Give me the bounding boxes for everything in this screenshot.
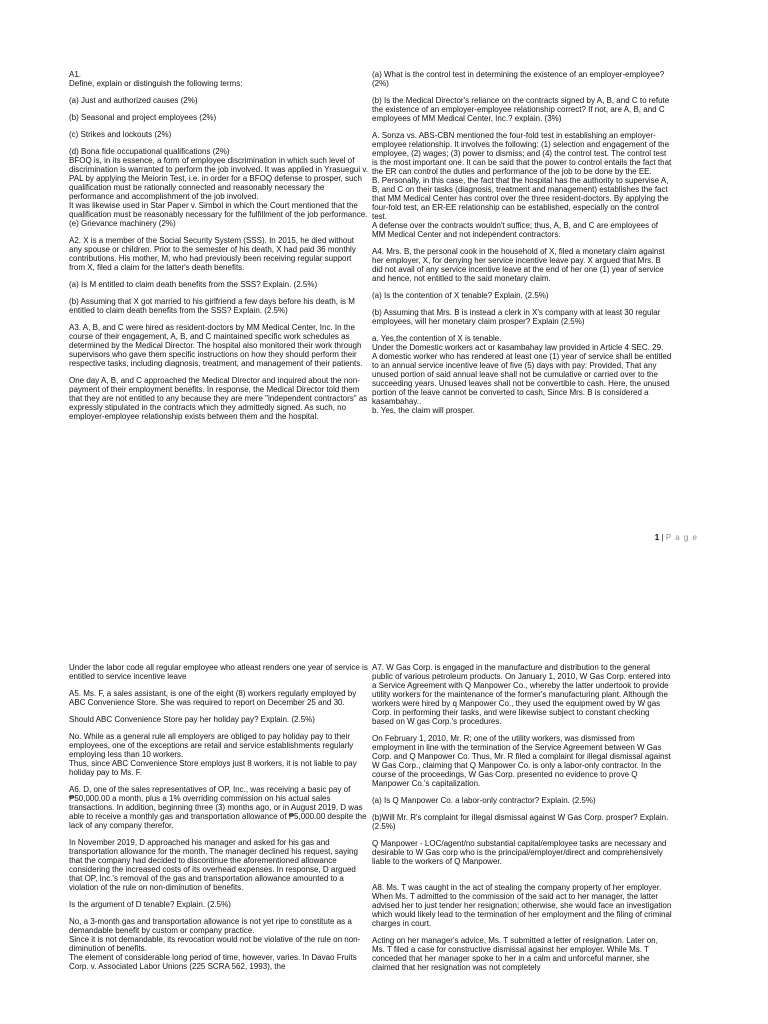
page-1-left-paragraph: A2. X is a member of the Social Security System (SSS). In 2015, he died without any spouse or children. Prior to the semester of his death, X had paid 36 monthly contributions. His mother, M, who had previously been receiving regular support from X, filed a claim for the latter's death benefits. — [69, 236, 356, 272]
page-1-right-paragraph: (a) What is the control test in determining the existence of an employer-employee? (2%) — [372, 70, 665, 88]
page-1-right-paragraph: (b) Assuming that Mrs. B is instead a clerk in X's company with at least 30 regular employees, will her monetary claim prosper? Explain (2.5%) — [372, 308, 661, 326]
page-1-left-paragraph: (b) Seasonal and project employees (2%) — [69, 113, 217, 122]
document-page-2 — [0, 560, 768, 1024]
page-2-left-paragraph: In November 2019, D approached his manager and asked for his gas and transportation allowance for the month. The manager declined his request, saying that the company had decided to discontinue the aforementioned allowance considering the increased costs of its overhead expenses. In response, D argued that OP, Inc.'s removal of the gas and transportation allowance amounted to a violation of the rule on non-diminution of benefits. — [69, 838, 358, 892]
page-number-separator: | — [661, 533, 664, 542]
page-2-left-paragraph: A5. Ms. F, a sales assistant, is one of the eight (8) workers regularly employed by ABC Convenience Store. She was required to report on December 25 and 30. — [69, 689, 357, 707]
page-1-left-paragraph: (a) Is M entitled to claim death benefits from the SSS? Explain. (2.5%) — [69, 280, 318, 289]
page-2-left-paragraph: Is the argument of D tenable? Explain. (2.5%) — [69, 900, 231, 909]
page-number: 1 — [654, 533, 660, 542]
page-2-right-column — [372, 663, 672, 980]
page-1-right-column — [372, 70, 672, 423]
page-1-left-paragraph: A3. A, B, and C were hired as resident-doctors by MM Medical Center, Inc. In the course of their engagement, A, B, and C maintained specific work schedules as determined by the Medical Director. The hospital also monitored their work through supervisors who gave them specific instructions on how they should perform their respective tasks, including diagnosis, treatment, and management of their patients. — [69, 323, 363, 368]
page-1-right-paragraph: a. Yes,the contention of X is tenable. Under the Domestic workers act or kasambahay law provided in Article 4 SEC. 29. A domestic worker who has rendered at least one (1) year of service shall be entitled to an annual service incentive leave of five (5) days with pay: Provided, That any unused portion of said annual leave shall not be cumulative or carried over to the succeeding years. Unused leaves shall not be convertible to cash. Here, the unused portion of the leave cannot be converted to cash, Since Mrs. B is considered a kasambahay.. b. Yes, the claim will prosper. — [372, 334, 672, 415]
page-1-right-paragraph: (a) Is the contention of X tenable? Explain. (2.5%) — [372, 291, 549, 300]
page-2-left-paragraph: Under the labor code all regular employee who atleast renders one year of service is entitled to service incentive leave — [69, 663, 368, 681]
page-1-right-paragraph: A. Sonza vs. ABS-CBN mentioned the four-fold test in establishing an employer-employee relationship. It involves the following: (1) selection and engagement of the employee, (2) wages; (3) power to dismiss; and (4) the control test. The control test is the most important one. It can be said that the power to control entails the fact that the ER can control the duties and performance of the job to be done by the EE. B. Personally, in this case, the fact that the hospital has the authority to supervise A, B, and C on their tasks (diagnosis, treatment and management) establishes the fact that MM Medical Center has control over the three resident-doctors. By applying the four-fold test, an ER-EE relationship can be established, especially on the control test. A defense over the contracts wouldn't suffice; thus, A, B, and C are employees of MM Medical Center and not independent contractors. — [372, 131, 672, 239]
page-1-left-paragraph: (d) Bona fide occupational qualifications (2%) BFOQ is, in its essence, a form of employee discrimination in which such level of discrimination is warranted to perform the job involved. It was applied in Yrasuegui v. PAL by applying the Meiorin Test, i.e. in order for a BFOQ defense to prosper, such qualification must be rationally connected and reasonably necessary the performance and accomplishment of the job involved. It was likewise used in Star Paper v. Simbol in which the Court mentioned that the qualification must be reasonably necessary for the fulfillment of the job performance. (e) Grievance machinery (2%) — [69, 147, 368, 228]
page-2-right-paragraph: On February 1, 2010, Mr. R; one of the utility workers, was dismissed from employment in line with the termination of the Service Agreement between W Gas Corp. and Q Manpower Co. Thus, Mr. R filed a complaint for illegal dismissal against W Gas Corp., claiming that Q Manpower Co. is only a labor-only contractor. In the course of the proceedings, W Gas Corp. presented no evidence to prove Q Manpower Co.'s capitalization. — [372, 734, 671, 788]
page-2-right-paragraph: A8. Ms. T was caught in the act of stealing the company property of her employer. When Ms. T admitted to the commission of the said act to her manager, the latter advised her to just tender her resignation; otherwise, she would face an investigation which would likely lead to the termination of her employment and the filing of criminal charges in court. — [372, 883, 672, 928]
page-2-left-paragraph: A6. D, one of the sales representatives of OP, Inc., was receiving a basic pay of ₱50,000.00 a month, plus a 1% overriding commission on his actual sales transactions. In addition, beginning three (3) months ago, or in August 2019, D was able to receive a monthly gas and transportation allowance of ₱5,000.00 despite the lack of any company therefor. — [69, 785, 367, 830]
page-1-right-paragraph: (b) Is the Medical Director's reliance on the contracts signed by A, B, and C to refute the existence of an employer-employee relationship correct? If not, are A, B, and C employees of MM Medical Center, Inc.? explain. (3%) — [372, 96, 670, 123]
page-2-left-paragraph: No. While as a general rule all employers are obliged to pay holiday pay to their employees, one of the exceptions are retail and service establishments regularly employing less than 10 workers. Thus, since ABC Convenience Store employs just 8 workers, it is not liable to pay holiday pay to Ms. F. — [69, 732, 357, 777]
page-2-right-paragraph: Q Manpower - LOC/agent/no substantial capital/employee tasks are necessary and desirable to W Gas corp who is the principal/employer/direct and comprehensively liable to the workers of Q Manpower. — [372, 839, 667, 866]
page-2-right-paragraph: A7. W Gas Corp. is engaged in the manufacture and distribution to the general public of various petroleum products. On January 1, 2010, W Gas Corp. entered into a Service Agreement with Q Manpower Co., whereby the latter undertook to provide utility workers for the maintenance of the former's manufacturing plant. Although the workers were hired by q Manpower Co., they used the equipment owed by W gas Corp. in performing their tasks, and were likewise subject to constant checking based on W gas Corp.'s procedures. — [372, 663, 671, 726]
page-2-right-paragraph: (a) Is Q Manpower Co. a labor-only contractor? Explain. (2.5%) — [372, 796, 596, 805]
page-2-left-paragraph: No, a 3-month gas and transportation allowance is not yet ripe to constitute as a demandable benefit by custom or company practice. Since it is not demandable, its revocation would not be violative of the rule on non-diminution of benefits. The element of considerable long period of time, however, varies. In Davao Fruits Corp. v. Associated Labor Unions (225 SCRA 562, 1993), the — [69, 917, 361, 971]
page-label: P a g e — [665, 533, 698, 542]
page-1-left-column — [69, 70, 369, 429]
page-number-footer — [655, 533, 698, 543]
page-1-left-paragraph: One day A, B, and C approached the Medical Director and inquired about the non-payment of their employment benefits. In response, the Medical Director told them that they are not entitled to any because they are mere "independent contractors" as expressly stipulated in the contracts which they admittedly signed. As such, no employer-employee relationship exists between them and the hospital. — [69, 376, 368, 421]
page-1-left-paragraph: (b) Assuming that X got married to his girlfriend a few days before his death, is M entitled to claim death benefits from the SSS? Explain. (2.5%) — [69, 297, 355, 315]
page-1-right-paragraph: A4. Mrs. B, the personal cook in the household of X, filed a monetary claim against her employer, X, for denying her service incentive leave pay. X argued that Mrs. B did not avail of any service incentive leave at the end of her one (1) year of service and hence, not entitled to the said monetary claim. — [372, 247, 665, 283]
page-1-left-paragraph: (a) Just and authorized causes (2%) — [69, 96, 198, 105]
page-2-left-paragraph: Should ABC Convenience Store pay her holiday pay? Explain. (2.5%) — [69, 715, 315, 724]
page-2-right-paragraph: Acting on her manager's advice, Ms. T submitted a letter of resignation. Later on, Ms. T filed a case for constructive dismissal against her employer. While Ms. T conceded that her manager spoke to her in a calm and unforceful manner, she claimed that her resignation was not completely — [372, 936, 658, 972]
page-2-left-column — [69, 663, 369, 979]
page-1-left-paragraph: (c) Strikes and lockouts (2%) — [69, 130, 172, 139]
page-1-left-paragraph: A1. Define, explain or distinguish the following terms: — [69, 70, 243, 88]
page-2-right-paragraph: (b)Will Mr. R's complaint for illegal dismissal against W Gas Corp. prosper? Explain. (2.5%) — [372, 813, 669, 831]
